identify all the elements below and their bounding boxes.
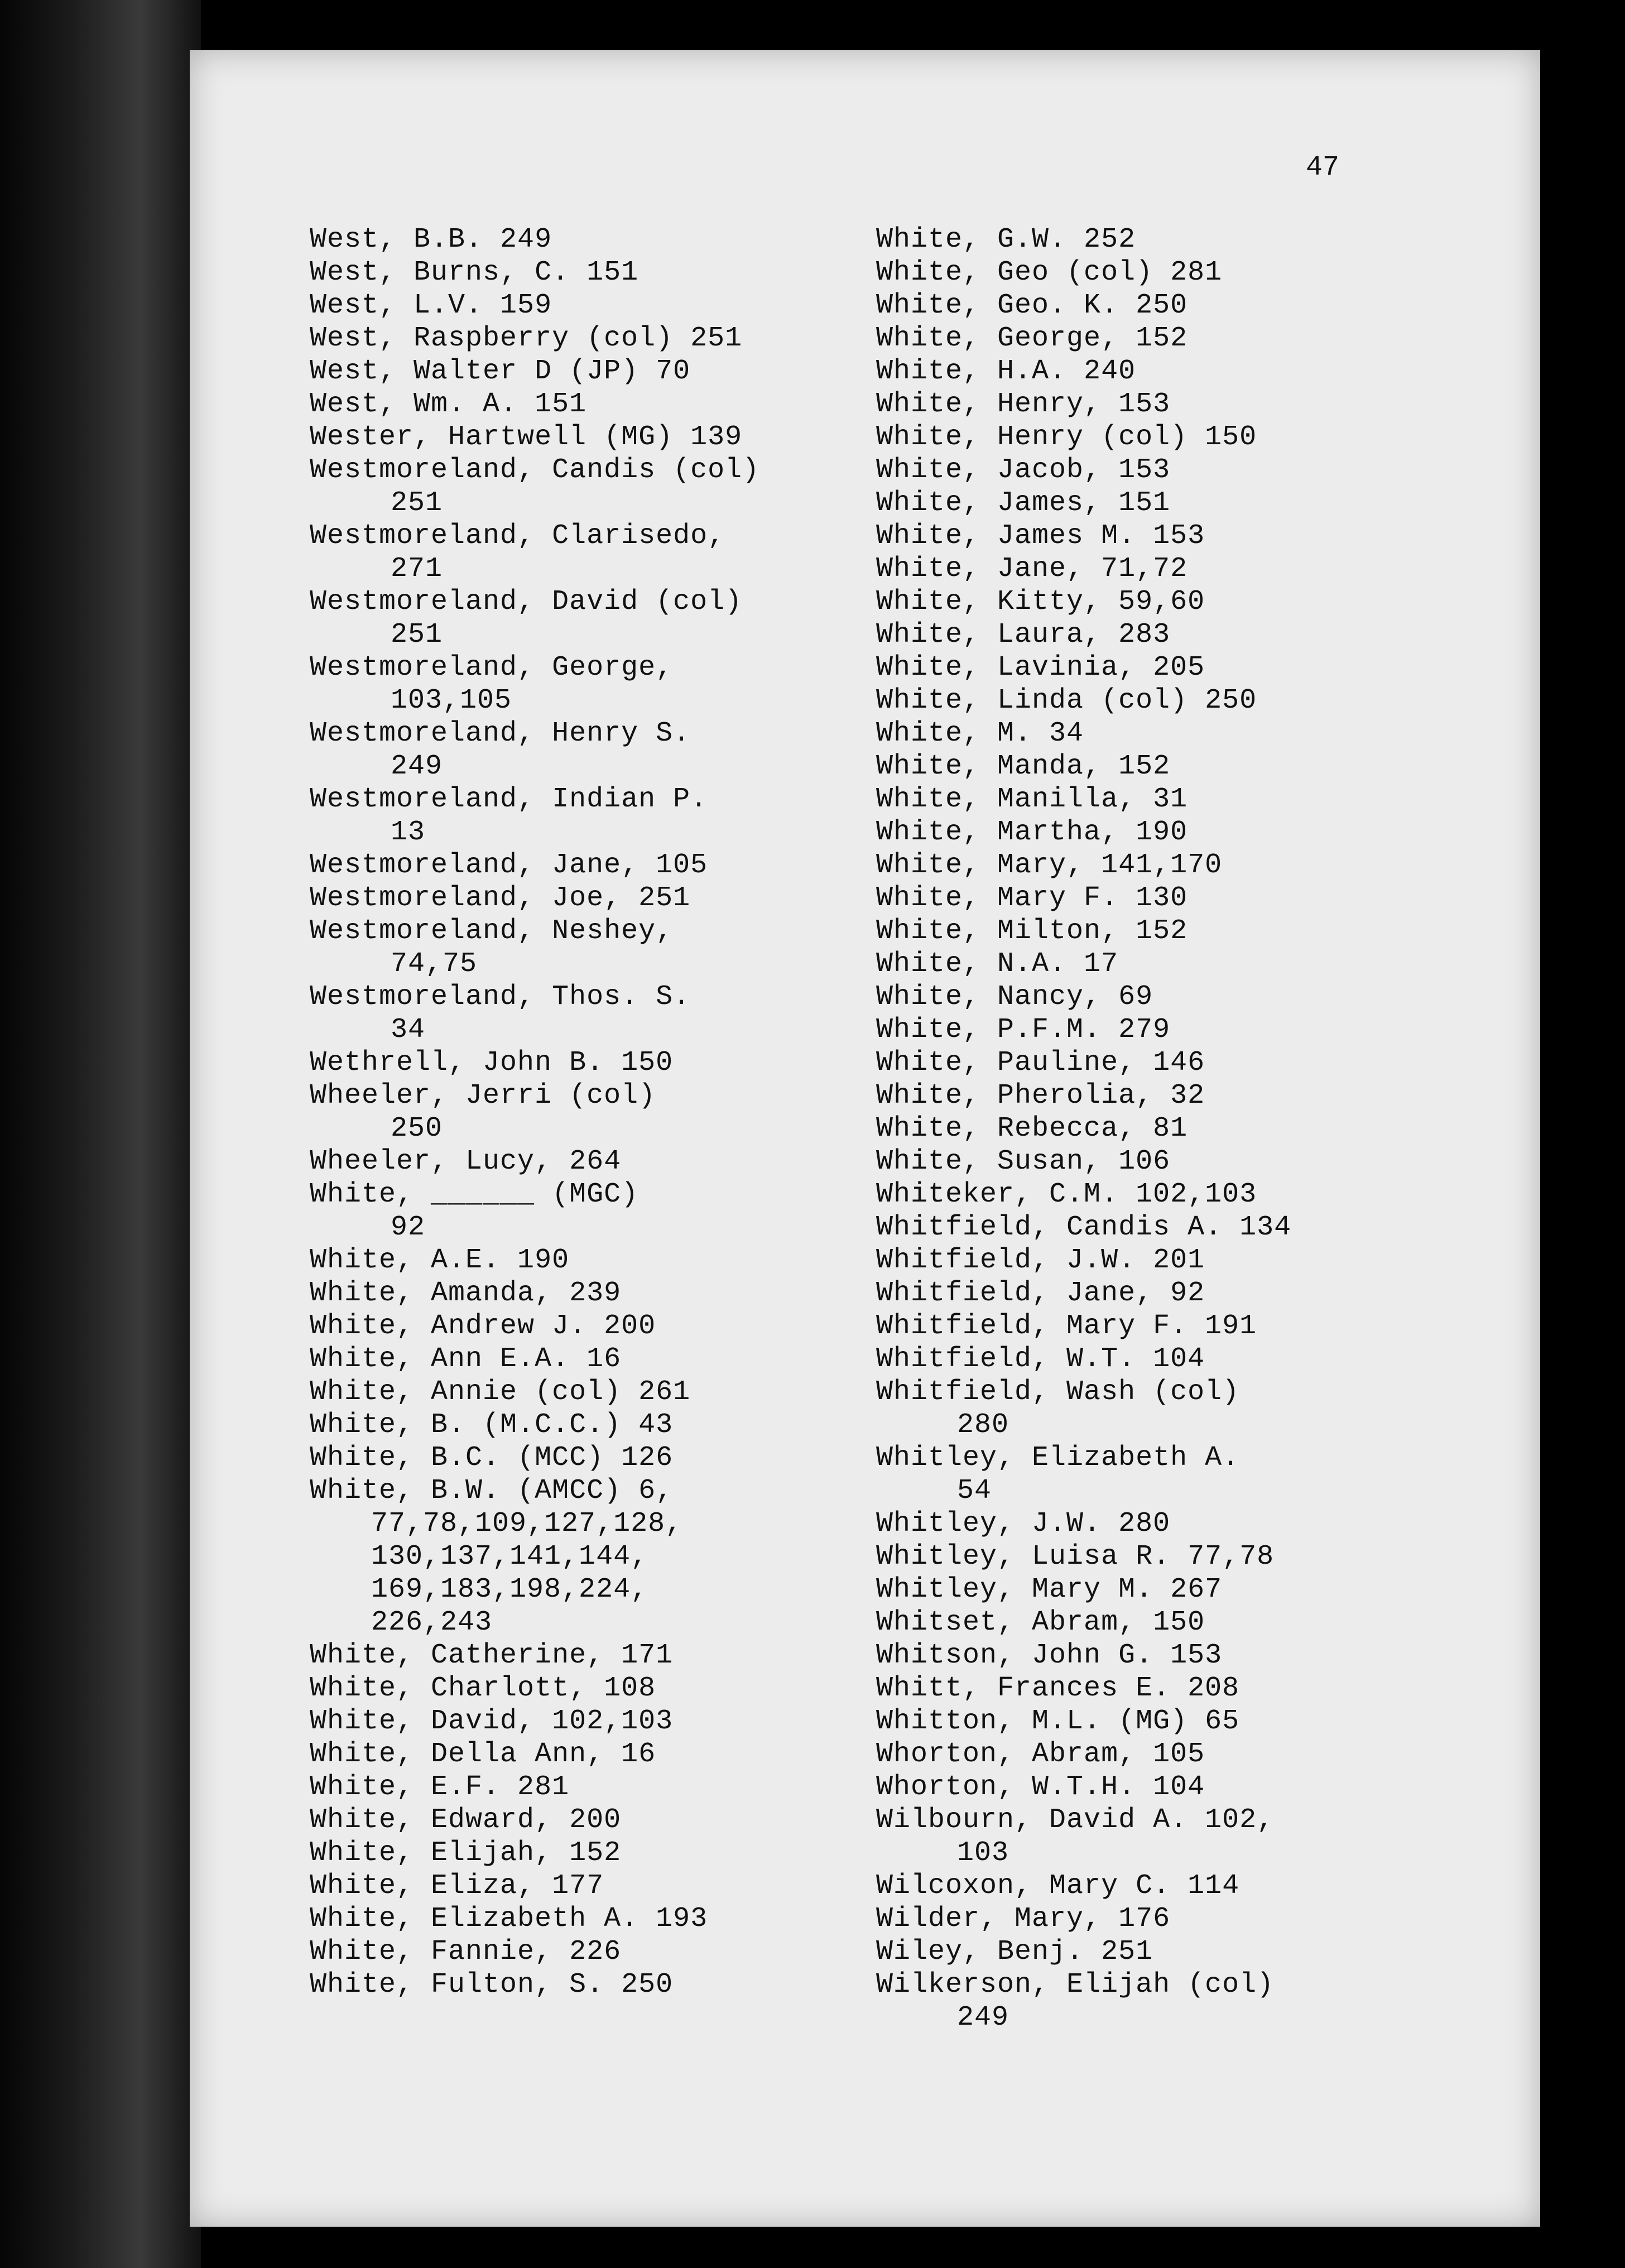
index-entry: Whitfield, Jane, 92 xyxy=(876,1277,1205,1309)
index-entry: White, N.A. 17 xyxy=(876,948,1119,980)
index-entry-continuation: 34 xyxy=(391,1014,426,1046)
index-entry: Whitfield, Wash (col) xyxy=(876,1376,1240,1408)
index-entry-continuation: 280 xyxy=(957,1409,1009,1441)
index-entry: Westmoreland, Henry S. xyxy=(310,718,691,749)
index-entry: White, Mary F. 130 xyxy=(876,882,1188,914)
index-entry: West, Walter D (JP) 70 xyxy=(310,355,691,387)
index-entry: White, Elizabeth A. 193 xyxy=(310,1903,708,1935)
index-entry: White, Fannie, 226 xyxy=(310,1936,622,1968)
index-entry: Wilcoxon, Mary C. 114 xyxy=(876,1870,1240,1902)
index-entry: White, G.W. 252 xyxy=(876,224,1136,256)
index-entry: Westmoreland, Jane, 105 xyxy=(310,849,708,881)
index-entry: Whitson, John G. 153 xyxy=(876,1640,1223,1671)
index-entry: Westmoreland, David (col) xyxy=(310,586,743,618)
index-entry: White, David, 102,103 xyxy=(310,1705,674,1737)
index-entry: White, James M. 153 xyxy=(876,520,1205,552)
index-entry: White, Kitty, 59,60 xyxy=(876,586,1205,618)
index-entry: White, Pauline, 146 xyxy=(876,1047,1205,1079)
index-entry: White, Linda (col) 250 xyxy=(876,685,1257,717)
index-entry: White, Martha, 190 xyxy=(876,816,1188,848)
index-entry: Whitfield, Mary F. 191 xyxy=(876,1310,1257,1342)
index-entry: White, Milton, 152 xyxy=(876,915,1188,947)
index-entry-continuation: 54 xyxy=(957,1475,992,1507)
index-entry: Whitton, M.L. (MG) 65 xyxy=(876,1705,1240,1737)
index-entry: Whorton, W.T.H. 104 xyxy=(876,1771,1205,1803)
index-entry: Whitfield, Candis A. 134 xyxy=(876,1212,1292,1243)
index-entry: Whitfield, W.T. 104 xyxy=(876,1343,1205,1375)
index-entry: West, Raspberry (col) 251 xyxy=(310,323,743,354)
index-column-right xyxy=(876,223,1291,2034)
index-entry: Whorton, Abram, 105 xyxy=(876,1738,1205,1770)
index-entry-continuation: 249 xyxy=(957,2002,1009,2034)
index-entry: White, Pherolia, 32 xyxy=(876,1080,1205,1112)
index-entry: White, Nancy, 69 xyxy=(876,981,1153,1013)
index-entry-continuation: 77,78,109,127,128, xyxy=(371,1508,683,1540)
index-entry: Westmoreland, Neshey, xyxy=(310,915,674,947)
index-entry-continuation: 103 xyxy=(957,1837,1009,1869)
index-entry: White, Catherine, 171 xyxy=(310,1640,674,1671)
index-entry: White, Annie (col) 261 xyxy=(310,1376,691,1408)
index-entry-continuation: 13 xyxy=(391,816,426,848)
index-entry: White, A.E. 190 xyxy=(310,1244,570,1276)
index-entry-continuation: 250 xyxy=(391,1113,443,1145)
index-entry: White, Geo. K. 250 xyxy=(876,290,1188,321)
index-entry-continuation: 249 xyxy=(391,751,443,782)
index-entry: West, L.V. 159 xyxy=(310,290,552,321)
index-entry: Westmoreland, Candis (col) xyxy=(310,454,760,486)
index-entry: White, Eliza, 177 xyxy=(310,1870,604,1902)
index-entry-continuation: 92 xyxy=(391,1212,426,1243)
index-entry: Whitley, J.W. 280 xyxy=(876,1508,1171,1540)
index-entry-continuation: 251 xyxy=(391,619,443,651)
index-entry-continuation: 251 xyxy=(391,487,443,519)
index-entry: White, Manda, 152 xyxy=(876,751,1171,782)
index-entry: White, Della Ann, 16 xyxy=(310,1738,656,1770)
index-entry: White, James, 151 xyxy=(876,487,1171,519)
index-entry-continuation: 103,105 xyxy=(391,685,512,717)
index-entry: White, Edward, 200 xyxy=(310,1804,622,1836)
index-entry: White, Henry, 153 xyxy=(876,388,1171,420)
index-entry: White, Lavinia, 205 xyxy=(876,652,1205,684)
index-entry: Wester, Hartwell (MG) 139 xyxy=(310,421,743,453)
index-entry: White, Rebecca, 81 xyxy=(876,1113,1188,1145)
index-entry: White, Geo (col) 281 xyxy=(876,257,1223,289)
index-entry: White, Elijah, 152 xyxy=(310,1837,622,1869)
index-entry: Westmoreland, Clarisedo, xyxy=(310,520,725,552)
index-entry: White, B. (M.C.C.) 43 xyxy=(310,1409,674,1441)
index-entry: White, B.C. (MCC) 126 xyxy=(310,1442,674,1474)
index-entry: Westmoreland, Thos. S. xyxy=(310,981,691,1013)
index-entry-continuation: 74,75 xyxy=(391,948,478,980)
index-entry: Whiteker, C.M. 102,103 xyxy=(876,1179,1257,1210)
index-entry: Wilbourn, David A. 102, xyxy=(876,1804,1275,1836)
index-entry: Whitley, Elizabeth A. xyxy=(876,1442,1240,1474)
index-entry: White, Andrew J. 200 xyxy=(310,1310,656,1342)
index-entry: Wethrell, John B. 150 xyxy=(310,1047,674,1079)
index-entry: Wheeler, Jerri (col) xyxy=(310,1080,656,1112)
index-entry: White, M. 34 xyxy=(876,718,1084,749)
index-entry: White, Fulton, S. 250 xyxy=(310,1969,674,2001)
index-entry: White, Susan, 106 xyxy=(876,1146,1171,1178)
index-entry: White, Jane, 71,72 xyxy=(876,553,1188,585)
index-entry: White, P.F.M. 279 xyxy=(876,1014,1171,1046)
index-entry: White, H.A. 240 xyxy=(876,355,1136,387)
index-entry: White, Henry (col) 150 xyxy=(876,421,1257,453)
index-entry: West, B.B. 249 xyxy=(310,224,552,256)
index-entry: White, Jacob, 153 xyxy=(876,454,1171,486)
index-entry: White, B.W. (AMCC) 6, xyxy=(310,1475,674,1507)
index-entry-continuation: 169,183,198,224, xyxy=(371,1574,648,1606)
index-entry: Westmoreland, Joe, 251 xyxy=(310,882,691,914)
index-entry: Wilder, Mary, 176 xyxy=(876,1903,1171,1935)
index-entry-continuation: 226,243 xyxy=(371,1607,493,1638)
page-number: 47 xyxy=(1306,152,1340,184)
index-entry: Wheeler, Lucy, 264 xyxy=(310,1146,622,1178)
index-entry-continuation: 130,137,141,144, xyxy=(371,1541,648,1573)
index-entry: Westmoreland, George, xyxy=(310,652,674,684)
index-entry: White, Mary, 141,170 xyxy=(876,849,1223,881)
index-entry: White, Laura, 283 xyxy=(876,619,1171,651)
index-entry: West, Burns, C. 151 xyxy=(310,257,639,289)
index-entry-continuation: 271 xyxy=(391,553,443,585)
index-entry: White, George, 152 xyxy=(876,323,1188,354)
index-entry: White, Ann E.A. 16 xyxy=(310,1343,622,1375)
index-entry: Whitset, Abram, 150 xyxy=(876,1607,1205,1638)
index-entry: Whitley, Mary M. 267 xyxy=(876,1574,1223,1606)
index-column-left xyxy=(310,223,759,2001)
index-entry: Westmoreland, Indian P. xyxy=(310,784,708,815)
scan-edge xyxy=(0,0,201,2268)
index-entry: Whitley, Luisa R. 77,78 xyxy=(876,1541,1275,1573)
index-entry: White, ______ (MGC) xyxy=(310,1179,639,1210)
index-entry: Whitt, Frances E. 208 xyxy=(876,1673,1240,1704)
index-entry: Wiley, Benj. 251 xyxy=(876,1936,1153,1968)
index-entry: White, Charlott, 108 xyxy=(310,1673,656,1704)
index-entry: Wilkerson, Elijah (col) xyxy=(876,1969,1275,2001)
index-entry: West, Wm. A. 151 xyxy=(310,388,587,420)
index-entry: White, Amanda, 239 xyxy=(310,1277,622,1309)
index-entry: Whitfield, J.W. 201 xyxy=(876,1244,1205,1276)
index-entry: White, E.F. 281 xyxy=(310,1771,570,1803)
index-entry: White, Manilla, 31 xyxy=(876,784,1188,815)
